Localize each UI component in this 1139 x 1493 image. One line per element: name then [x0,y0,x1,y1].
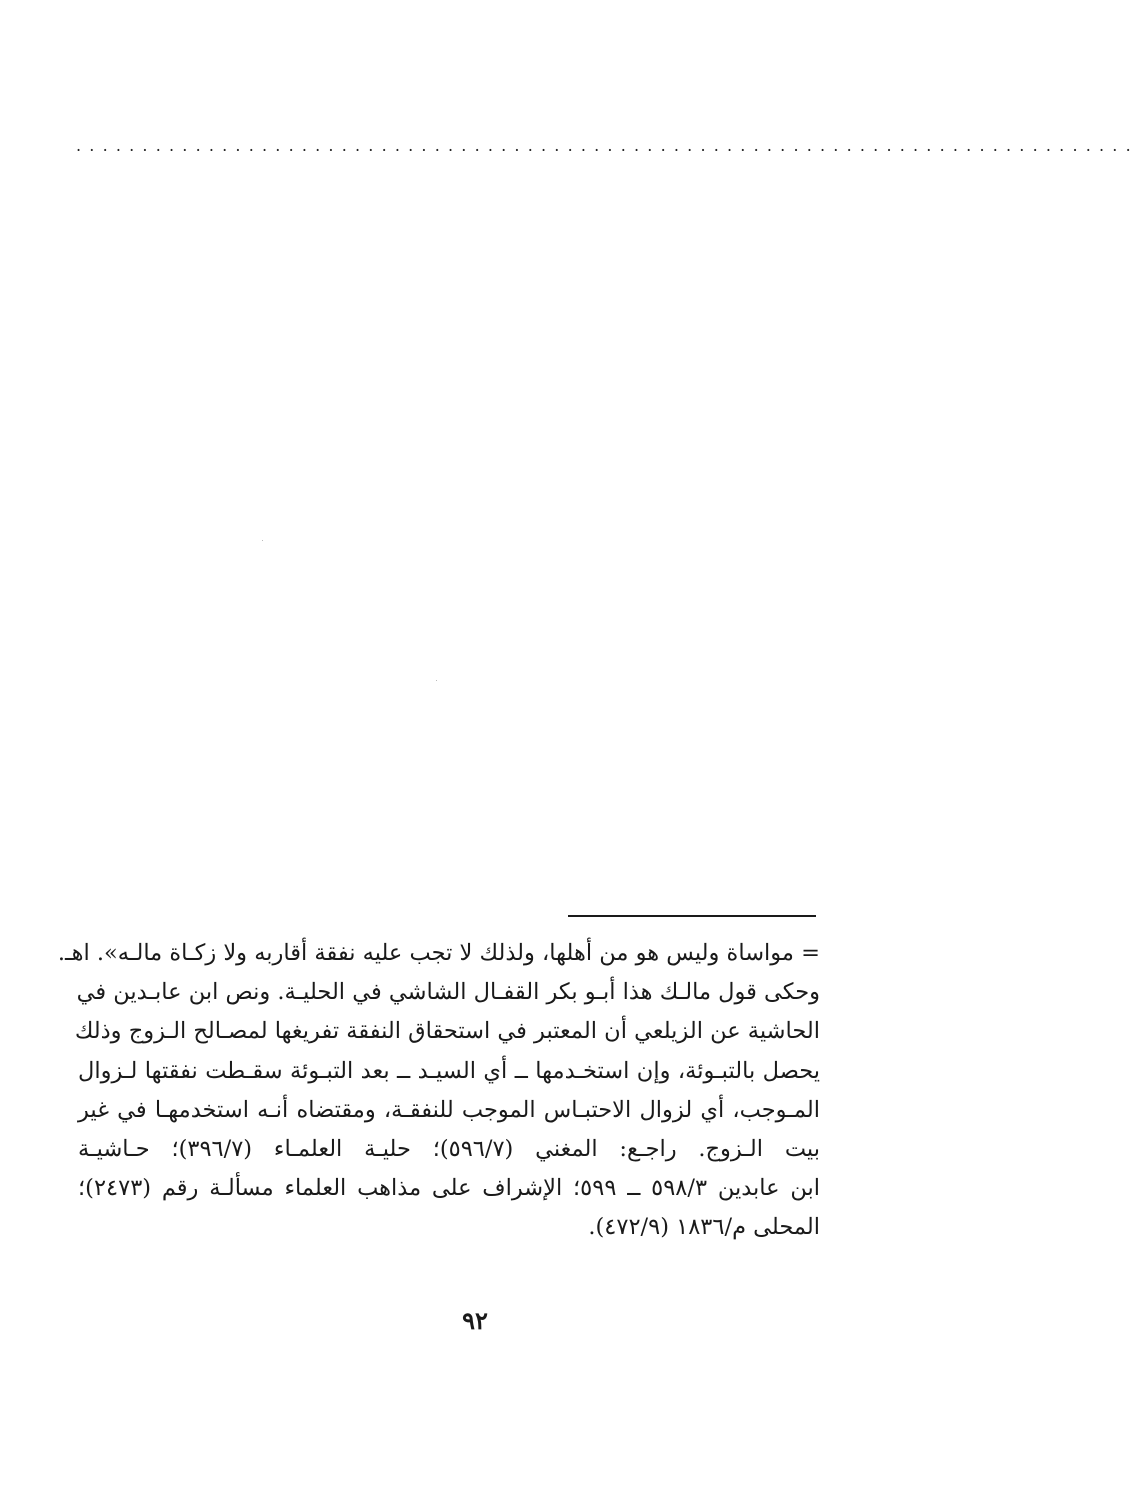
footnote-line-7: ابن عابدين ٥٩٨/٣ ــ ٥٩٩؛ الإشراف على مذاهب العلماء مسألـة رقم (٢٤٧٣)؛ [78,1175,820,1202]
footnote-line-3: الحاشية عن الزيلعي أن المعتبر في استحقاق النفقة تفريغها لمصـالح الـزوج وذلك [74,1018,820,1045]
footnote-line-2: وحكى قول مالـك هذا أبـو بكر القفـال الشاشي في الحليـة. ونص ابن عابـدين في [76,979,820,1006]
page-number: ٩٢ [462,1306,488,1335]
scan-speck [436,680,437,681]
footnote-line-8: المحلى م/١٨٣٦ (٤٧٢/٩). [588,1214,820,1241]
scan-speck [262,540,263,541]
footnote-block [57,934,820,1248]
footnote-line-1: = مواساة وليس هو من أهلها، ولذلك لا تجب عليه نفقة أقاربه ولا زكـاة مالـه». اهـ. [57,940,820,966]
footnote-line-6: بيت الـزوج. راجـع: المغني (٥٩٦/٧)؛ حليـة العلمـاء (٣٩٦/٧)؛ حـاشيـة [78,1135,820,1162]
footnote-line-5: المـوجب، أي لزوال الاحتبـاس الموجب للنفقـة، ومقتضاه أنـه استخدمهـا في غير [78,1096,820,1123]
dot-leader: ................................................................................ [76,136,1139,155]
footnote-separator [568,915,816,917]
footnote-line-4: يحصل بالتبـوئة، وإن استخـدمها ــ أي السيـد ــ بعد التبـوئة سقـطت نفقتها لـزوال [78,1057,820,1084]
